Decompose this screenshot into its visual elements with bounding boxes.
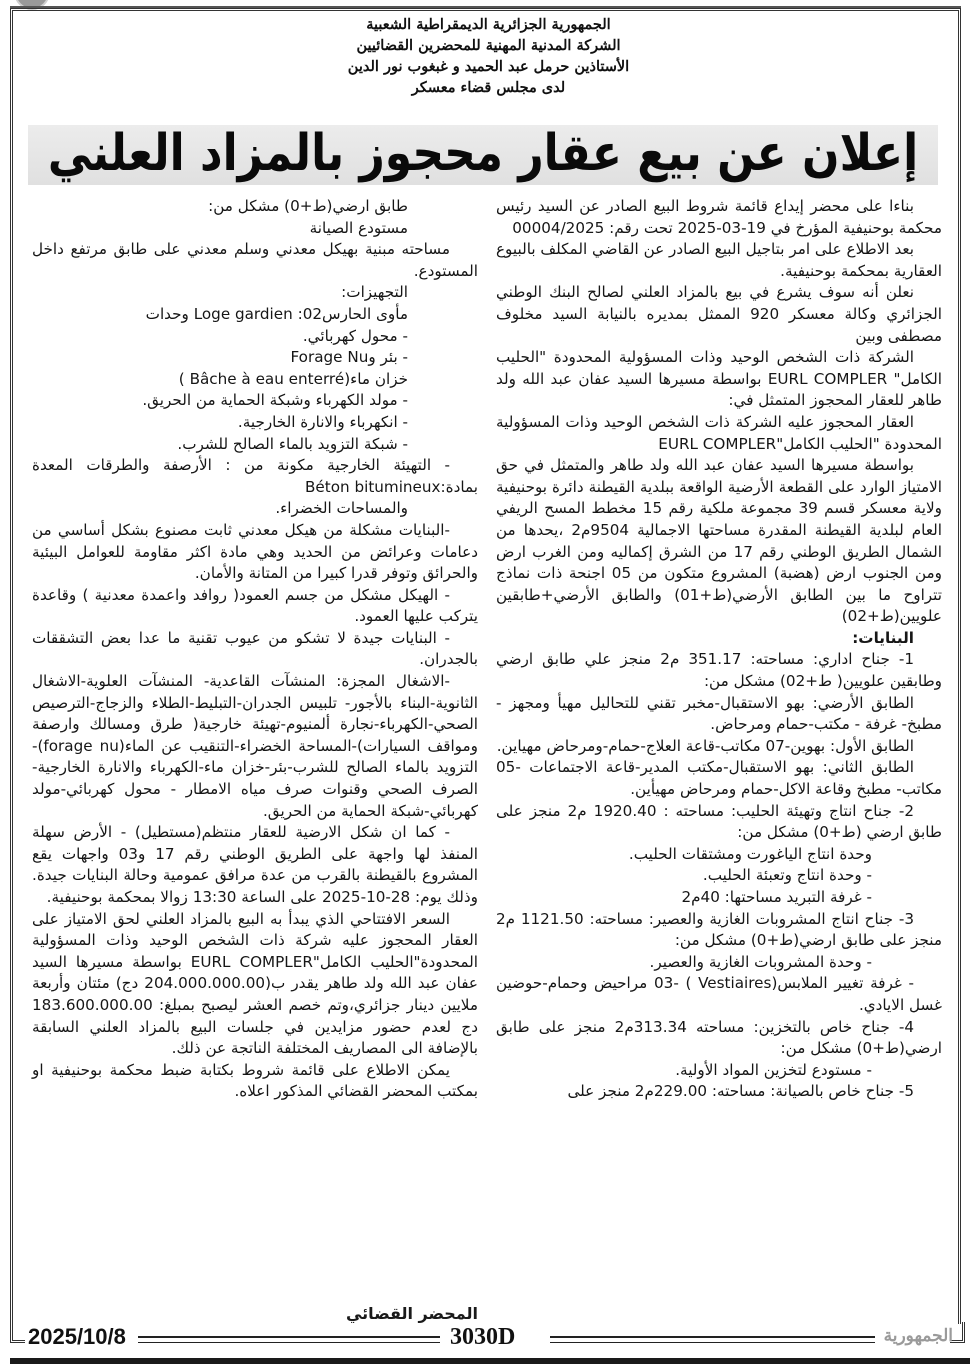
paragraph: البنايات: bbox=[852, 628, 914, 647]
paragraph: - وحدة المشروبات الغازية والعصير. bbox=[649, 952, 872, 971]
paragraph: مستودع الصيانة bbox=[309, 218, 408, 237]
paragraph: 1- جناح اداري: مساحته: 351.17 م2 منجز علي طابق ارضي وطابقين علويين( ط+02) مشكل من: bbox=[496, 650, 942, 691]
paragraph: - انكهرباء والانارة الخارجية. bbox=[237, 412, 408, 431]
paragraph: -الاشغال المجزة: المنشآت القاعدية- المنشآت العلوية-الاشغال الثانوية-البناء بالأجور- تلبيس الجدران-التبليط-الطلاء والزجاج-الترصيص الصحي-الكهرباء-نجارة ألمنيوم-تهيئة خارجية( طرق ومسالك وارصفة ومواقف السيارات)-المساحة الخضراء-التنقيب عن الماء(forage nu)-التزويد بالماء الصالح للشرب-بئر-خزان ماء-الكهرباء والانارة الخارجية- الصرف الصحي وقنوات صرف مياه الامطار - محول كهربائي-مولد كهربائي-شبكة الحماية من الحريق. bbox=[32, 672, 478, 820]
issuer-header bbox=[0, 14, 977, 98]
paragraph: مساحته مبنية بهيكل معدني وسلم معدني على طابق مرتفع داخل المستودع. bbox=[32, 240, 478, 280]
paragraph: - كما ان شكل الارضية للعقار منتظم(مستطيل) - الأرض سهلة المنفذ لها واجهة على الطريق الوطني رقم 17 و03 واجهات يقع المشروع بالقيطنة بالقرب من عدة مرافق عمومية وحالة البنايات جيدة. وذلك يوم: 28-10-2025 على الساعة 13:30 زوالا بمحكمة بوحنيفية. bbox=[32, 823, 478, 906]
paragraph: -البنايات مشكلة من هيكل معدني ثابت مصنوع بشكل أساسي من دعامات وعرائض من الحديد وهي مادة اكثر مقاومة للعوامل البيئية والحرائق وتوفر قدرا كبيرا من المتانة والأمان. bbox=[32, 520, 478, 583]
paragraph: العقار المحجوز عليه الشركة ذات الشخص الوحيد وذات المسؤولية المحدودة "الحليب الكامل"EURL COMPLER bbox=[496, 412, 942, 453]
paragraph: - البنايات جيدة لا تشكو من عيوب تقنية ما عدا بعض التشققات بالجدران. bbox=[32, 628, 478, 669]
header-line: الشركة المدنية المهنية للمحضرين القضائيين bbox=[356, 37, 621, 54]
header-line: لدى مجلس قضاء معسكر bbox=[411, 79, 566, 96]
newspaper-logo: الجمهورية bbox=[883, 1326, 953, 1346]
header-line: الجمهورية الجزائرية الديمقراطية الشعبية bbox=[366, 16, 611, 33]
paragraph: وحدة انتاج الياغورت ومشتقات الحليب. bbox=[628, 844, 872, 863]
signature-bailiff: المحضر القضائي bbox=[345, 1304, 478, 1323]
paragraph: - غرفة التبريد مساحتها: 40م2 bbox=[681, 888, 872, 906]
paragraph: 2- جناح انتاج وتهيئة الحليب: مساحته : 1920.40 م2 منجز على طابق ارضي (ط+0) مشكل من: bbox=[496, 801, 942, 842]
right-column bbox=[496, 196, 942, 1103]
bottom-rule bbox=[10, 1358, 970, 1364]
paragraph: - الهيكل مشكل من جسم العمود( روافد واعمدة معدنية ) وقاعدة يتركب عليها العمود. bbox=[32, 585, 478, 626]
paragraph: بناءا على محضر إيداع قائمة شروط البيع الصادر عن السيد رئيس محكمة بوحنيفية المؤرخ في 19-03-2025 تحت رقم: 00004/2025 bbox=[496, 197, 942, 237]
paragraph: - مولد الكهرباء وشبكة الحماية من الحريق. bbox=[142, 391, 408, 410]
paragraph: بواسطة مسيرها السيد عفان عبد الله ولد طاهر والمتمثل في حق الامتياز الوارد على القطعة الأرضية الواقعة ببلدية القيطنة دائرة بوحنيفية ولاية معسكر قسم 39 مجموعة ملكية رقم 15 مخطط المسح الريفي العام لبلدية القيطنة المقدرة مساحتها الاجمالية 9504م2 ،يحدها من الشمال الطريق الوطني رقم 17 من الشرق إكماليه ومن الغرب ارض ومن الجنوب ارض (هضبة) المشروع متكون من 05 اجنحة ذات نماذج تتراوح ما بين الطابق الأرضي(ط+01) والطابق الأرضي+طابقين علويين(ط+02) bbox=[496, 456, 943, 626]
paragraph: الطابق الأول: بهوين-07 مكاتب-قاعة العلاج-حمام-ومرحاض مهياين. bbox=[496, 736, 914, 755]
notice-title: إعلان عن بيع عقار محجوز بالمزاد العلني bbox=[47, 124, 919, 183]
footer-rule bbox=[550, 1336, 875, 1343]
paragraph: - مستودع لتخزين المواد الأولية. bbox=[675, 1060, 872, 1079]
paragraph: الطابق الأرضي: بهو الاستقبال-مخبر تقني للتحاليل مهيأ ومجهز - مطبخ- غرفة - مكتب-حمام ومرحاض. bbox=[496, 693, 942, 734]
paragraph: الشركة ذات الشخص الوحيد وذات المسؤولية المحدودة "الحليب الكامل" EURL COMPLER بواسطة مسيرها السيد عفان عبد الله ولد طاهر للعقار المحجوز المتمثل في: bbox=[496, 348, 942, 410]
paragraph: نعلن أنه سوف يشرع في بيع بالمزاد العلني لصالح البنك الوطني الجزائري وكالة معسكر 920 الممثل بمديره بالنيابة السيد مخلوف مصطفى وبين bbox=[496, 283, 942, 345]
paragraph: 5- جناح خاص بالصيانة: مساحته: 229.00م2 منجز على bbox=[567, 1082, 914, 1101]
paragraph: - التهيئة الخارجية مكونة من : الأرصفة والطرقات المعدة بمادة:Béton bitumineux bbox=[32, 456, 478, 496]
paragraph: والمساحات الخضراء. bbox=[275, 499, 408, 518]
paragraph: 3- جناح انتاج المشروبات الغازية والعصير: مساحته: 1121.50 م2 منجز على طابق ارضي(ط+0) مشكل من: bbox=[496, 909, 942, 950]
paragraph: يمكن الاطلاع على قائمة شروط بكتابة ضبط محكمة بوحنيفية او بمكتب المحضر القضائي المذكور اعلاه. bbox=[32, 1060, 478, 1101]
paragraph: خزان ماء(Bâche à eau enterré ) bbox=[178, 369, 408, 388]
page-footer bbox=[10, 1324, 965, 1352]
paragraph: - وحدة انتاج وتعبئة الحليب. bbox=[702, 866, 872, 885]
paragraph: - غرفة تغيير الملابس(Vestiaires ) -03 مراحيض وحمام-حوضين غسل الايادي. bbox=[496, 974, 942, 1014]
paragraph: السعر الافتتاحي الذي يبدأ به البيع بالمزاد العلني لحق الامتياز على العقار المحجوز عليه شركة ذات الشخص الوحيد وذات المسؤولية المحدودة"الحليب الكامل"EURL COMPLER بواسطة مسيرها السيد عفان عبد الله ولد طاهر يقدر ب(204.000.000.00 دج) مئتان وأربعة ملايين دينار جزائري،وتم خصم العشر ليصبح بمبلغ: 183.600.000.00 دج لعدم حضور مزايدين في جلسات البيع بالمزاد العلني السابقة بالإضافة الى المصاريف المختلفة الناتجة عن ذلك. bbox=[32, 909, 478, 1058]
paragraph: التجهيزات: bbox=[341, 283, 408, 302]
footer-date: 2025/10/8 bbox=[28, 1324, 126, 1349]
paragraph: - بئر وForage Nu bbox=[290, 348, 408, 367]
paragraph: الطابق الثاني: بهو الاستقبال-مكتب المدير-قاعة الاجتماعات -05 مكاتب- مطبخ وقاعة الاكل-حمام ومرحاض مهيأين. bbox=[496, 758, 942, 799]
paragraph: طابق ارضي(ط+0) مشكل من: bbox=[208, 197, 408, 215]
paragraph: مأوى الحارس02: Loge gardien وحدات bbox=[145, 304, 408, 323]
paragraph: - محول كهربائي. bbox=[302, 326, 408, 345]
footer-rule bbox=[138, 1336, 440, 1343]
paragraph: 4- جناح خاص بالتخزين: مساحته 313.34م2 منجز على طابق ارضي(ط+0) مشكل من: bbox=[496, 1017, 942, 1058]
paragraph: بعد الاطلاع على امر بتاجيل البيع الصادر عن القاضي المكلف بالبيوع العقارية بمحكمة بوحنيفية. bbox=[496, 240, 942, 280]
paragraph: - شبكة التزويد بالماء الصالح للشرب. bbox=[177, 434, 408, 453]
header-line: الأستاذين حرمل عبد الحميد و غبغوب نور الدين bbox=[347, 58, 630, 75]
left-column bbox=[32, 196, 478, 1103]
footer-ad-code: 3030D bbox=[450, 1324, 516, 1350]
